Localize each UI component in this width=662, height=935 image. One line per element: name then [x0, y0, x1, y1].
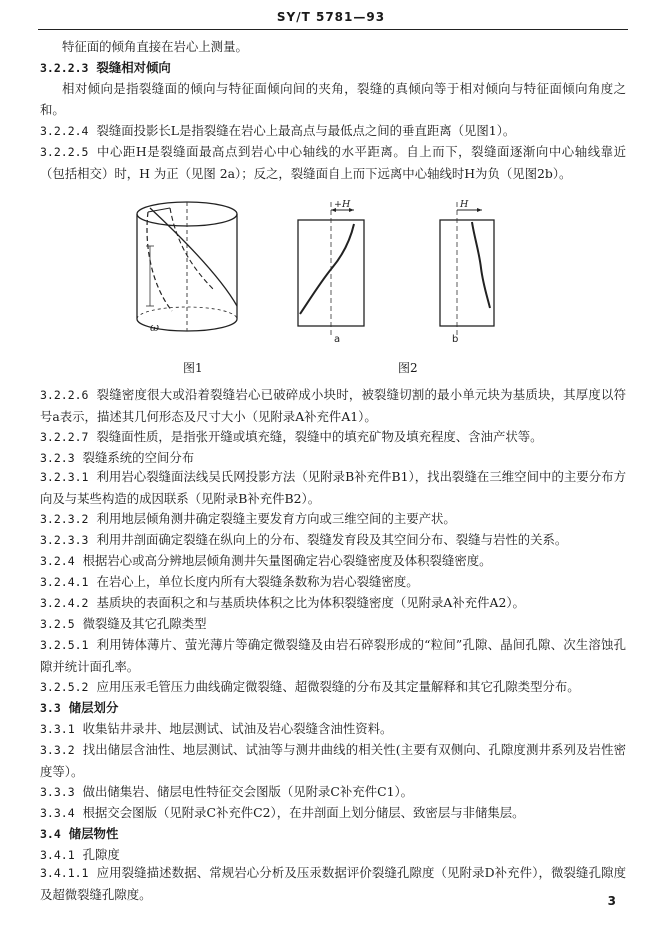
- paragraph-continuation: 特征面的倾角直接在岩心上测量。: [62, 39, 248, 54]
- fig1-omega-label: ω: [150, 321, 159, 334]
- paragraph-3-2-4-2: 3.2.4.2 基质块的表面积之和与基质块体积之比为体积裂缝密度（见附录A补充件A2）。: [40, 595, 525, 610]
- paragraph-3-3-2: 3.3.2 找出储层含油性、地层测试、试油等与测井曲线的相关性(主要有双侧向、孔隙度测井系列及岩性密度等）。: [40, 742, 626, 779]
- heading-3-4-1: 3.4.1 孔隙度: [40, 847, 120, 862]
- fig2b-sublabel: b: [452, 334, 459, 345]
- figure-1-core-cylinder: [120, 196, 255, 346]
- paragraph-3-2-2-3: 相对倾向是指裂缝面的倾向与特征面倾向间的夹角，裂缝的真倾向等于相对倾向与特征面倾向角度之和。: [40, 81, 626, 117]
- paragraph-3-2-5-1: 3.2.5.1 利用铸体薄片、萤光薄片等确定微裂缝及由岩石碎裂形成的“粒间”孔隙、晶间孔隙、次生溶蚀孔隙并统计面孔率。: [40, 637, 626, 674]
- paragraph-3-2-3-3: 3.2.3.3 利用井剖面确定裂缝在纵向上的分布、裂缝发育段及其空间分布、裂缝与岩性的关系。: [40, 532, 568, 547]
- figure-2-caption: 图2: [398, 361, 418, 375]
- page-number: 3: [607, 894, 616, 908]
- paragraph-3-2-3-2: 3.2.3.2 利用地层倾角测井确定裂缝主要发育方向或三维空间的主要产状。: [40, 511, 456, 526]
- paragraph-3-4-1-1: 3.4.1.1 应用裂缝描述数据、常规岩心分析及压汞数据评价裂缝孔隙度（见附录D补充件），微裂缝孔隙度及超微裂缝孔隙度。: [40, 865, 626, 902]
- fig2b-h-label: H: [460, 199, 469, 210]
- heading-3-4: 3.4 储层物性: [40, 826, 119, 841]
- heading-3-2-5: 3.2.5 微裂缝及其它孔隙类型: [40, 616, 207, 631]
- heading-3-2-2-3: 3.2.2.3 裂缝相对倾向: [40, 60, 171, 75]
- paragraph-3-2-5-2: 3.2.5.2 应用压汞毛管压力曲线确定微裂缝、超微裂缝的分布及其定量解释和其它孔隙类型分布。: [40, 679, 580, 694]
- paragraph-3-2-2-6: 3.2.2.6 裂缝密度很大或沿着裂缝岩心已破碎成小块时，被裂缝切割的最小单元块为基质块，其厚度以符号a表示，描述其几何形态及尺寸大小（见附录A补充件A1）。: [40, 387, 626, 424]
- figure-2b-core-section: [432, 196, 512, 346]
- fig2a-sublabel: a: [334, 334, 341, 345]
- figure-1-caption: 图1: [183, 361, 203, 375]
- paragraph-3-2-4-1: 3.2.4.1 在岩心上，单位长度内所有大裂缝条数称为岩心裂缝密度。: [40, 574, 419, 589]
- paragraph-3-2-2-7: 3.2.2.7 裂缝面性质，是指张开缝或填充缝，裂缝中的填充矿物及填充程度、含油产状等。: [40, 429, 543, 444]
- standard-code-header: SY/T 5781—93: [276, 10, 386, 24]
- paragraph-3-2-2-4: 3.2.2.4 裂缝面投影长L是指裂缝在岩心上最高点与最低点之间的垂直距离（见图1）。: [40, 123, 516, 138]
- paragraph-3-3-3: 3.3.3 做出储集岩、储层电性特征交会图版（见附录C补充件C1）。: [40, 784, 414, 799]
- paragraph-3-2-4: 3.2.4 根据岩心或高分辨地层倾角测井矢量图确定岩心裂缝密度及体积裂缝密度。: [40, 553, 492, 568]
- fig2a-plus-h-label: +H: [334, 199, 351, 210]
- heading-3-3: 3.3 储层划分: [40, 700, 119, 715]
- header-rule: [38, 29, 628, 30]
- paragraph-3-3-4: 3.3.4 根据交会图版（见附录C补充件C2），在井剖面上划分储层、致密层与非储集层。: [40, 805, 525, 820]
- figure-2a-core-section: [292, 196, 382, 346]
- paragraph-3-2-2-5: 3.2.2.5 中心距H是裂缝面最高点到岩心中心轴线的水平距离。自上而下，裂缝面逐渐向中心轴线靠近（包括相交）时，H 为正（见图 2a）；反之，裂缝面自上而下远离中心轴线时H为负（见图2b）。: [40, 144, 626, 181]
- paragraph-3-3-1: 3.3.1 收集钻井录井、地层测试、试油及岩心裂缝含油性资料。: [40, 721, 393, 736]
- paragraph-3-2-3-1: 3.2.3.1 利用岩心裂缝面法线吴氏网投影方法（见附录B补充件B1），找出裂缝在三维空间中的主要分布方向及与某些构造的成因联系（见附录B补充件B2）。: [40, 469, 626, 506]
- heading-3-2-3: 3.2.3 裂缝系统的空间分布: [40, 450, 195, 465]
